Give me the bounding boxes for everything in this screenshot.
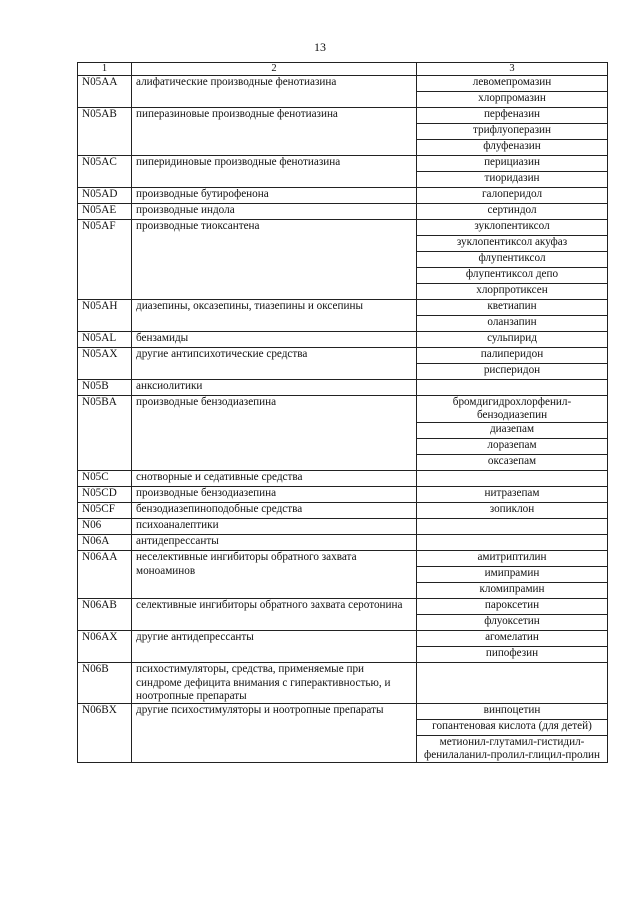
group-description-cell: психоаналептики bbox=[132, 519, 417, 535]
drug-name-cell: левомепромазин bbox=[417, 76, 608, 92]
atc-code-cell: N06 bbox=[78, 519, 132, 535]
atc-code-cell: N05AE bbox=[78, 204, 132, 220]
atc-code-cell: N06A bbox=[78, 535, 132, 551]
drug-name-cell: пипофезин bbox=[417, 647, 608, 663]
drug-name-cell: пароксетин bbox=[417, 599, 608, 615]
table-body bbox=[78, 76, 608, 763]
table-row bbox=[78, 487, 608, 503]
group-description-cell: другие психостимуляторы и ноотропные препараты bbox=[132, 704, 417, 763]
drug-name-cell: оланзапин bbox=[417, 316, 608, 332]
drug-name-cell: хлорпротиксен bbox=[417, 284, 608, 300]
atc-code-cell: N05CF bbox=[78, 503, 132, 519]
drug-name-cell: флупентиксол депо bbox=[417, 268, 608, 284]
drug-name-cell: флуфеназин bbox=[417, 140, 608, 156]
drug-name-cell: сульпирид bbox=[417, 332, 608, 348]
table-row bbox=[78, 519, 608, 535]
group-description-cell: другие антипсихотические средства bbox=[132, 348, 417, 380]
drug-name-cell: амитриптилин bbox=[417, 551, 608, 567]
atc-code-cell: N05AH bbox=[78, 300, 132, 332]
group-description-cell: производные бензодиазепина bbox=[132, 396, 417, 471]
drug-name-cell bbox=[417, 535, 608, 551]
table-row bbox=[78, 300, 608, 316]
table-row bbox=[78, 471, 608, 487]
table-row bbox=[78, 76, 608, 92]
drug-name-cell: имипрамин bbox=[417, 567, 608, 583]
atc-code-cell: N05AF bbox=[78, 220, 132, 300]
drug-name-cell: перфеназин bbox=[417, 108, 608, 124]
table-row bbox=[78, 188, 608, 204]
drug-name-cell: диазепам bbox=[417, 423, 608, 439]
atc-code-cell: N05AA bbox=[78, 76, 132, 108]
drug-name-cell: трифлуоперазин bbox=[417, 124, 608, 140]
group-description-cell: диазепины, оксазепины, тиазепины и оксепины bbox=[132, 300, 417, 332]
table-row bbox=[78, 108, 608, 124]
atc-code-cell: N06BX bbox=[78, 704, 132, 763]
drug-name-cell: зуклопентиксол bbox=[417, 220, 608, 236]
group-description-cell: производные тиоксантена bbox=[132, 220, 417, 300]
group-description-cell: производные бензодиазепина bbox=[132, 487, 417, 503]
drug-name-cell: зопиклон bbox=[417, 503, 608, 519]
atc-code-cell: N05BA bbox=[78, 396, 132, 471]
table-row bbox=[78, 380, 608, 396]
atc-code-cell: N06B bbox=[78, 663, 132, 704]
table-row bbox=[78, 204, 608, 220]
group-description-cell: пиперазиновые производные фенотиазина bbox=[132, 108, 417, 156]
atc-code-cell: N06AA bbox=[78, 551, 132, 599]
drug-name-cell: оксазепам bbox=[417, 455, 608, 471]
drug-name-cell bbox=[417, 380, 608, 396]
table-row bbox=[78, 220, 608, 236]
drug-name-cell: кломипрамин bbox=[417, 583, 608, 599]
group-description-cell: селективные ингибиторы обратного захвата серотонина bbox=[132, 599, 417, 631]
drug-name-cell: флуоксетин bbox=[417, 615, 608, 631]
table-header-row bbox=[78, 63, 608, 76]
drug-name-cell: зуклопентиксол акуфаз bbox=[417, 236, 608, 252]
drug-name-cell: рисперидон bbox=[417, 364, 608, 380]
atc-code-cell: N06AB bbox=[78, 599, 132, 631]
drug-name-cell: агомелатин bbox=[417, 631, 608, 647]
header-col-1: 1 bbox=[78, 63, 132, 76]
drug-name-cell: палиперидон bbox=[417, 348, 608, 364]
table-row bbox=[78, 348, 608, 364]
table-row bbox=[78, 663, 608, 704]
table-row bbox=[78, 156, 608, 172]
group-description-cell: бензодиазепиноподобные средства bbox=[132, 503, 417, 519]
drug-name-cell: гопантеновая кислота (для детей) bbox=[417, 720, 608, 736]
group-description-cell: пиперидиновые производные фенотиазина bbox=[132, 156, 417, 188]
drug-name-cell bbox=[417, 519, 608, 535]
drug-name-cell bbox=[417, 663, 608, 704]
group-description-cell: алифатические производные фенотиазина bbox=[132, 76, 417, 108]
atc-code-cell: N05B bbox=[78, 380, 132, 396]
drug-name-cell: метионил-глутамил-гистидил-фенилаланил-пролил-глицил-пролин bbox=[417, 736, 608, 763]
header-col-2: 2 bbox=[132, 63, 417, 76]
atc-code-cell: N05AL bbox=[78, 332, 132, 348]
drug-name-cell: флупентиксол bbox=[417, 252, 608, 268]
table-row bbox=[78, 631, 608, 647]
drug-name-cell: сертиндол bbox=[417, 204, 608, 220]
drug-name-cell: тиоридазин bbox=[417, 172, 608, 188]
drug-name-cell: перициазин bbox=[417, 156, 608, 172]
table-row bbox=[78, 704, 608, 720]
table-row bbox=[78, 332, 608, 348]
group-description-cell: производные бутирофенона bbox=[132, 188, 417, 204]
group-description-cell: психостимуляторы, средства, применяемые при синдроме дефицита внимания с гиперактивностью, и ноотропные препараты bbox=[132, 663, 417, 704]
table-row bbox=[78, 503, 608, 519]
drug-name-cell: нитразепам bbox=[417, 487, 608, 503]
drug-name-cell: галоперидол bbox=[417, 188, 608, 204]
group-description-cell: бензамиды bbox=[132, 332, 417, 348]
drug-name-cell: кветиапин bbox=[417, 300, 608, 316]
drug-name-cell bbox=[417, 471, 608, 487]
table-row bbox=[78, 599, 608, 615]
group-description-cell: производные индола bbox=[132, 204, 417, 220]
group-description-cell: другие антидепрессанты bbox=[132, 631, 417, 663]
table-row bbox=[78, 551, 608, 567]
atc-code-cell: N05CD bbox=[78, 487, 132, 503]
table-row bbox=[78, 535, 608, 551]
drug-name-cell: винпоцетин bbox=[417, 704, 608, 720]
group-description-cell: снотворные и седативные средства bbox=[132, 471, 417, 487]
drug-table bbox=[77, 62, 608, 763]
atc-code-cell: N05C bbox=[78, 471, 132, 487]
atc-code-cell: N05AB bbox=[78, 108, 132, 156]
page-number: 13 bbox=[314, 40, 326, 54]
table-row bbox=[78, 396, 608, 423]
atc-code-cell: N05AX bbox=[78, 348, 132, 380]
atc-code-cell: N06AX bbox=[78, 631, 132, 663]
drug-name-cell: бромдигидрохлорфенил-бензодиазепин bbox=[417, 396, 608, 423]
atc-code-cell: N05AD bbox=[78, 188, 132, 204]
drug-name-cell: хлорпромазин bbox=[417, 92, 608, 108]
drug-name-cell: лоразепам bbox=[417, 439, 608, 455]
group-description-cell: анксиолитики bbox=[132, 380, 417, 396]
group-description-cell: антидепрессанты bbox=[132, 535, 417, 551]
header-col-3: 3 bbox=[417, 63, 608, 76]
group-description-cell: неселективные ингибиторы обратного захвата моноаминов bbox=[132, 551, 417, 599]
atc-code-cell: N05AC bbox=[78, 156, 132, 188]
